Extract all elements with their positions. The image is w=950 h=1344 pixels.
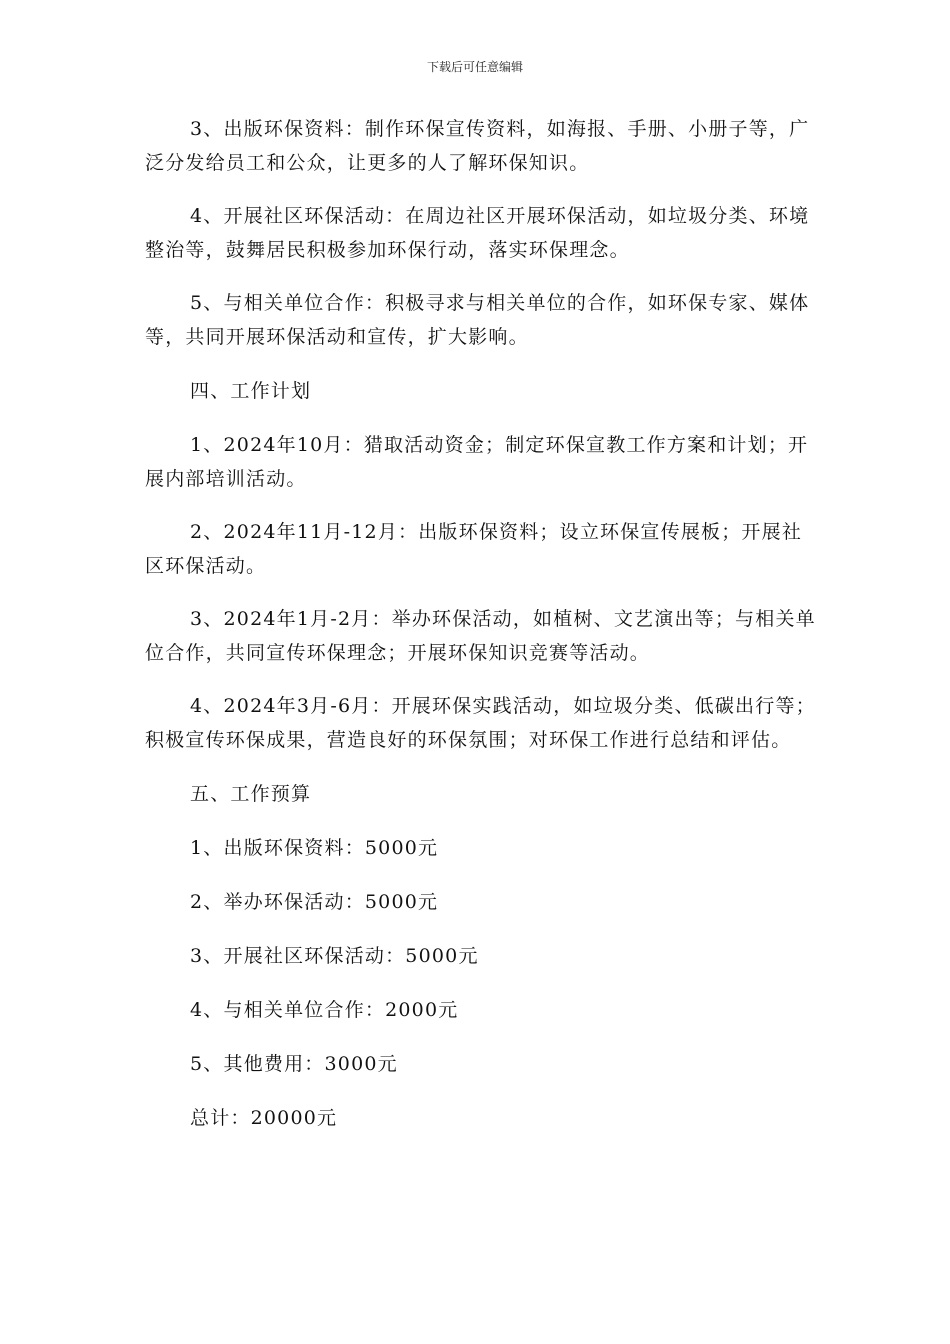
paragraph-community-activities: 4、开展社区环保活动：在周边社区开展环保活动，如垃圾分类、环境整治等，鼓舞居民积极参加环保行动，落实环保理念。 [145, 205, 810, 261]
plan-item-2: 2、2024年11月-12月：出版环保资料；设立环保宣传展板；开展社区环保活动。 [145, 521, 803, 577]
budget-item-4: 4、与相关单位合作：2000元 [190, 999, 459, 1021]
budget-total: 总计：20000元 [190, 1107, 338, 1129]
section-heading-budget: 五、工作预算 [190, 783, 312, 805]
document-body [145, 112, 817, 1135]
plan-item-3: 3、2024年1月-2月：举办环保活动，如植树、文艺演出等；与相关单位合作，共同宣传环保理念；开展环保知识竞赛等活动。 [145, 608, 816, 664]
budget-item-1: 1、出版环保资料：5000元 [190, 837, 439, 859]
paragraph-cooperation: 5、与相关单位合作：积极寻求与相关单位的合作，如环保专家、媒体等，共同开展环保活动和宣传，扩大影响。 [145, 292, 810, 348]
section-heading-work-plan: 四、工作计划 [190, 380, 312, 402]
budget-item-3: 3、开展社区环保活动：5000元 [190, 945, 479, 967]
plan-item-1: 1、2024年10月：猎取活动资金；制定环保宣教工作方案和计划；开展内部培训活动。 [145, 434, 809, 490]
budget-item-2: 2、举办环保活动：5000元 [190, 891, 439, 913]
budget-item-5: 5、其他费用：3000元 [190, 1053, 398, 1075]
paragraph-publish-materials: 3、出版环保资料：制作环保宣传资料，如海报、手册、小册子等，广泛分发给员工和公众，让更多的人了解环保知识。 [145, 118, 810, 174]
header-note: 下载后可任意编辑 [426, 60, 523, 74]
plan-item-4: 4、2024年3月-6月：开展环保实践活动，如垃圾分类、低碳出行等；积极宣传环保成果，营造良好的环保氛围；对环保工作进行总结和评估。 [145, 695, 816, 751]
